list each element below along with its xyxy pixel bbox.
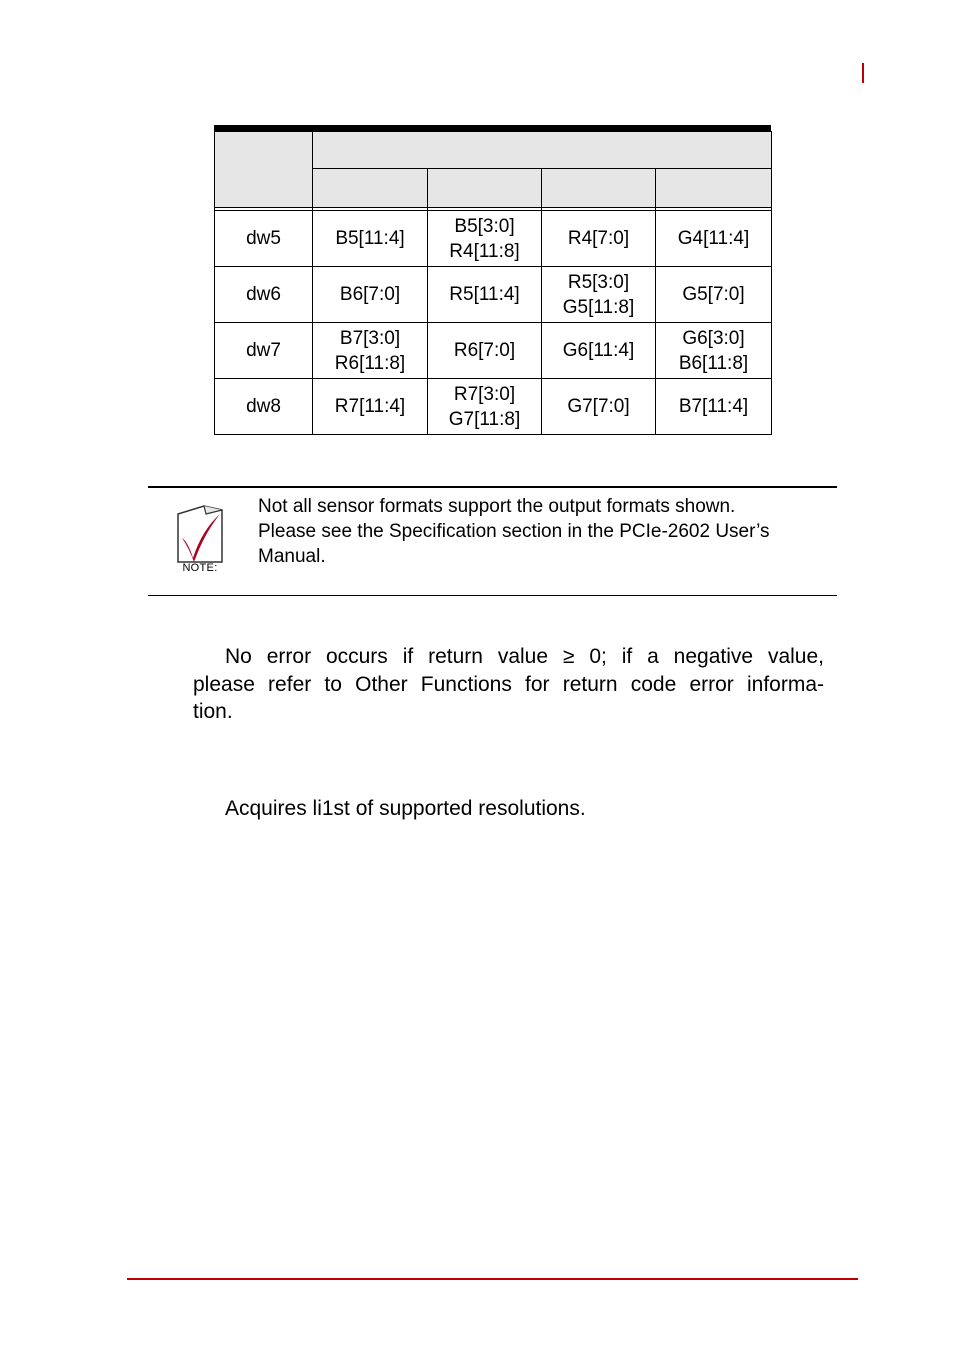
footer-rule (127, 1278, 858, 1280)
format-table (214, 131, 772, 435)
cell-line: B7[11:4] (678, 396, 749, 417)
cell-line: G6[3:0] (682, 327, 745, 349)
cell-line: G4[11:4] (677, 228, 750, 249)
pixel-format-table (214, 125, 771, 435)
table-cell (313, 267, 428, 323)
header-accent-mark (862, 63, 864, 83)
cell-line: R7[11:4] (334, 396, 406, 417)
table-cell (428, 379, 542, 435)
table-cell (428, 267, 542, 323)
cell-line: R7[3:0] (453, 383, 516, 405)
paragraph-line: please refer to Other Functions for return code error informa- (193, 672, 824, 696)
table-row (215, 211, 772, 267)
table-cell (313, 211, 428, 267)
cell-line: G5[11:8] (562, 296, 635, 318)
cell-line: B5[11:4] (335, 228, 405, 249)
cell-line: B6[11:8] (678, 352, 749, 374)
cell-line: G7[7:0] (567, 396, 630, 417)
table-row (215, 379, 772, 435)
row-label-cell: dw6 (215, 267, 313, 323)
table-cell (656, 379, 772, 435)
table-cell (542, 323, 656, 379)
table-cell (428, 211, 542, 267)
header-corner-cell (215, 132, 313, 208)
table-cell (656, 323, 772, 379)
table-cell (313, 379, 428, 435)
table-cell (542, 379, 656, 435)
cell-line: R4[7:0] (567, 228, 630, 249)
note-icon-label: NOTE: (182, 562, 218, 574)
cell-line: G7[11:8] (448, 408, 521, 430)
note-text (258, 494, 828, 569)
table-cell (656, 267, 772, 323)
cell-line: R4[11:8] (449, 240, 520, 262)
header-sub-cell (313, 169, 428, 208)
note-line: Manual. (258, 546, 326, 567)
description-text: Acquires li1st of supported resolutions. (225, 797, 586, 820)
cell-line: B6[7:0] (339, 284, 401, 305)
table-cell (542, 211, 656, 267)
row-label-cell: dw8 (215, 379, 313, 435)
paragraph-line: No error occurs if return value ≥ 0; if a negative value, (225, 645, 824, 668)
cell-line: G5[7:0] (682, 284, 745, 305)
header-span-cell (313, 132, 772, 169)
description-paragraph (193, 795, 824, 823)
cell-line: R5[3:0] (567, 271, 630, 293)
table-cell (313, 323, 428, 379)
header-sub-cell (542, 169, 656, 208)
row-label-cell: dw5 (215, 211, 313, 267)
header-sub-cell (656, 169, 772, 208)
cell-line: R5[11:4] (449, 284, 520, 305)
cell-line: R6[11:8] (334, 352, 406, 374)
note-line: Not all sensor formats support the output formats shown. (258, 496, 736, 517)
table-row (215, 323, 772, 379)
table-cell (428, 323, 542, 379)
row-label-cell: dw7 (215, 323, 313, 379)
table-row (215, 267, 772, 323)
return-value-paragraph (193, 643, 824, 726)
cell-line: B7[3:0] (339, 327, 401, 349)
note-box (148, 486, 837, 596)
header-sub-cell (428, 169, 542, 208)
note-line: Please see the Specification section in the PCIe-2602 User’s (258, 521, 770, 542)
paragraph-line: tion. (193, 700, 233, 723)
cell-line: B5[3:0] (454, 215, 515, 237)
cell-line: R6[7:0] (453, 340, 516, 361)
table-cell (542, 267, 656, 323)
table-cell (656, 211, 772, 267)
cell-line: G6[11:4] (562, 340, 635, 361)
